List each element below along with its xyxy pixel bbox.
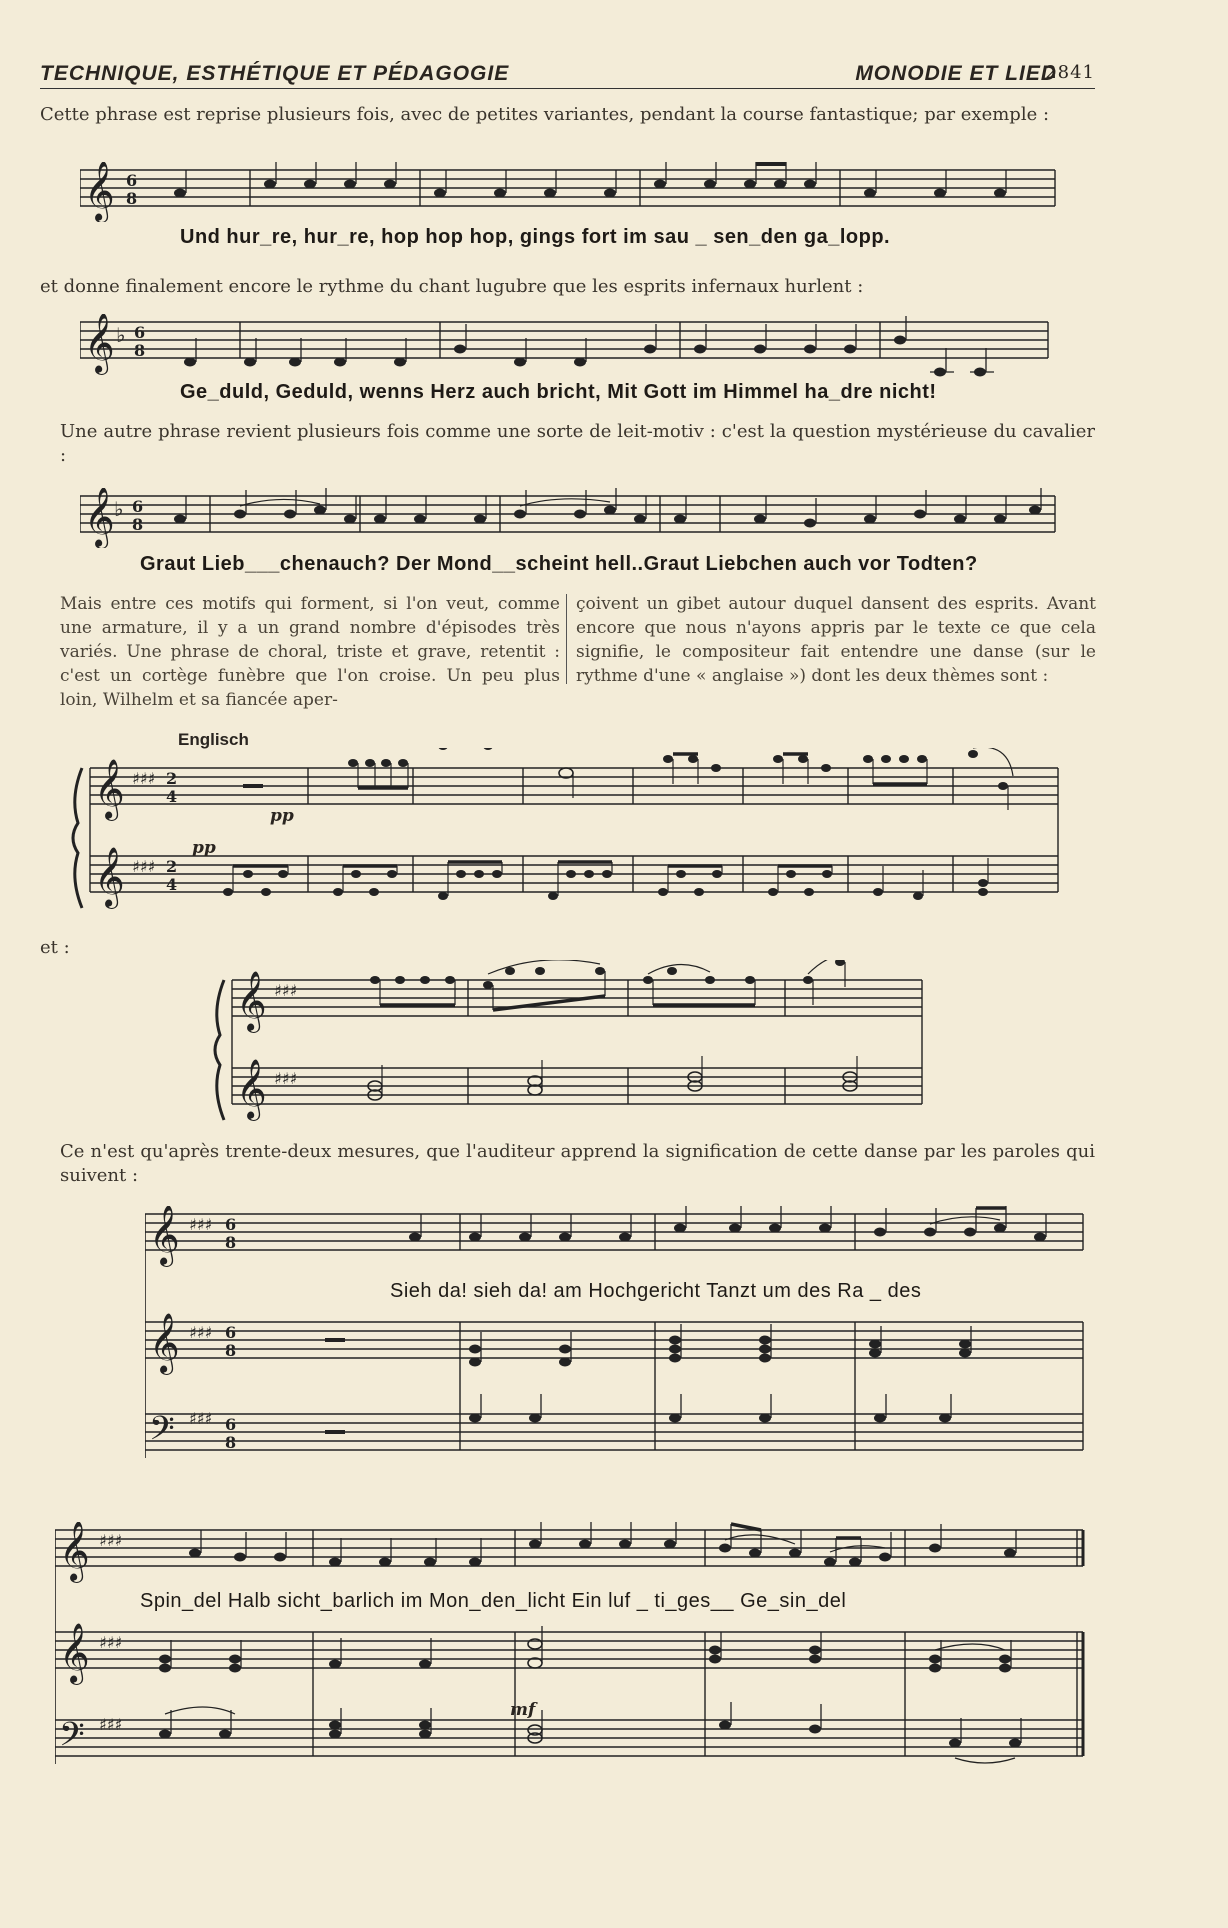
svg-text:♯♯♯: ♯♯♯ xyxy=(99,1715,123,1734)
svg-text:♯♯♯: ♯♯♯ xyxy=(189,1215,213,1234)
tempo-marking: Englisch xyxy=(178,730,249,749)
header-left-title: TECHNIQUE, ESTHÉTIQUE ET PÉDAGOGIE xyxy=(40,62,510,85)
running-header xyxy=(40,62,1095,89)
page-number: 2841 xyxy=(1045,62,1095,83)
example1-staff xyxy=(80,162,1065,222)
svg-text:𝄞: 𝄞 xyxy=(236,971,267,1031)
svg-text:6: 6 xyxy=(126,171,138,190)
svg-text:6: 6 xyxy=(225,1323,237,1342)
svg-text:4: 4 xyxy=(166,787,178,806)
svg-text:𝄞: 𝄞 xyxy=(84,314,115,373)
svg-text:𝄞: 𝄞 xyxy=(59,1623,90,1683)
svg-text:2: 2 xyxy=(166,857,178,876)
svg-text:𝄞: 𝄞 xyxy=(149,1313,180,1373)
svg-text:6: 6 xyxy=(225,1415,237,1434)
transition-paragraph-3: Ce n'est qu'après trente-deux mesures, que l'auditeur apprend la signification de cette danse par les paroles qui suivent : xyxy=(60,1141,1095,1186)
column-right-text: çoivent un gibet autour duquel dansent des esprits. Avant encore que nous n'ayons appris par le texte ce que cela signifie, le compositeur fait entendre une danse (sur le rythme d'une « anglaise ») dont les deux thèmes sont : xyxy=(576,594,1096,686)
svg-text:♯♯♯: ♯♯♯ xyxy=(99,1633,123,1652)
svg-text:6: 6 xyxy=(132,497,144,516)
svg-text:8: 8 xyxy=(126,189,138,208)
svg-text:♭: ♭ xyxy=(114,497,124,521)
dynamic-pp-top: pp xyxy=(270,806,294,826)
transition-paragraph-2: Une autre phrase revient plusieurs fois comme une sorte de leit-motiv : c'est la question mystérieuse du cavalier : xyxy=(60,421,1095,466)
svg-text:♯♯♯: ♯♯♯ xyxy=(189,1323,213,1342)
example3-lyrics: Graut Lieb___chenauch? Der Mond__scheint hell..Graut Liebchen auch vor Todten? xyxy=(140,553,978,575)
example2-lyrics: Ge_duld, Geduld, wenns Herz auch bricht, Mit Gott im Himmel ha_dre nicht! xyxy=(180,381,937,403)
et-label: et : xyxy=(40,937,70,958)
svg-text:8: 8 xyxy=(225,1341,237,1360)
example2-staff xyxy=(80,314,1065,384)
svg-text:♯♯♯: ♯♯♯ xyxy=(274,981,298,1000)
svg-text:6: 6 xyxy=(225,1215,237,1234)
example7-system xyxy=(55,1522,1090,1772)
svg-text:♯♯♯: ♯♯♯ xyxy=(274,1069,298,1088)
svg-text:8: 8 xyxy=(132,515,144,534)
svg-text:♯♯♯: ♯♯♯ xyxy=(99,1531,123,1550)
example5-grand-staff xyxy=(210,960,930,1140)
svg-text:♭: ♭ xyxy=(116,323,126,347)
column-divider xyxy=(566,594,567,684)
svg-text:𝄞: 𝄞 xyxy=(84,162,115,221)
example6-system xyxy=(145,1206,1090,1466)
svg-text:♯♯♯: ♯♯♯ xyxy=(189,1409,213,1428)
column-left-text: Mais entre ces motifs qui forment, si l'on veut, comme une armature, il y a un grand nombre d'épisodes très variés. Une phrase de choral, triste et grave, retentit : c'est un cortège funèbre que l'on croise. Un peu plus loin, Wilhelm et sa fiancée aper- xyxy=(60,594,560,710)
svg-text:𝄞: 𝄞 xyxy=(94,759,125,819)
svg-text:𝄞: 𝄞 xyxy=(236,1059,267,1119)
example1-lyrics: Und hur_re, hur_re, hop hop hop, gings fort im sau _ sen_den ga_lopp. xyxy=(180,226,891,248)
svg-text:4: 4 xyxy=(166,875,178,894)
svg-text:𝄢: 𝄢 xyxy=(149,1410,175,1456)
header-right-title: MONODIE ET LIED xyxy=(855,62,1057,85)
intro-paragraph: Cette phrase est reprise plusieurs fois, avec de petites variantes, pendant la course fantastique; par exemple : xyxy=(40,104,1050,125)
svg-text:6: 6 xyxy=(134,323,146,342)
svg-text:8: 8 xyxy=(134,341,146,360)
example3-staff xyxy=(80,488,1065,548)
dynamic-pp-bottom: pp xyxy=(192,838,216,858)
svg-text:𝄞: 𝄞 xyxy=(59,1522,90,1581)
svg-text:♯♯♯: ♯♯♯ xyxy=(132,769,156,788)
svg-text:♯♯♯: ♯♯♯ xyxy=(132,857,156,876)
example7-lyrics: Spin_del Halb sicht_barlich im Mon_den_licht Ein luf _ ti_ges__ Ge_sin_del xyxy=(140,1590,847,1612)
svg-text:2: 2 xyxy=(166,769,178,788)
svg-text:8: 8 xyxy=(225,1433,237,1452)
example4-grand-staff xyxy=(68,748,1068,928)
svg-text:8: 8 xyxy=(225,1233,237,1252)
example6-lyrics: Sieh da! sieh da! am Hochgericht Tanzt um des Ra _ des xyxy=(390,1280,922,1302)
svg-text:𝄞: 𝄞 xyxy=(84,488,115,547)
svg-text:𝄞: 𝄞 xyxy=(94,847,125,907)
transition-paragraph-1: et donne finalement encore le rythme du chant lugubre que les esprits infernaux hurlent : xyxy=(40,276,864,297)
svg-text:𝄞: 𝄞 xyxy=(149,1206,180,1265)
dynamic-mf: mf xyxy=(510,1700,536,1720)
svg-text:𝄢: 𝄢 xyxy=(59,1716,85,1762)
